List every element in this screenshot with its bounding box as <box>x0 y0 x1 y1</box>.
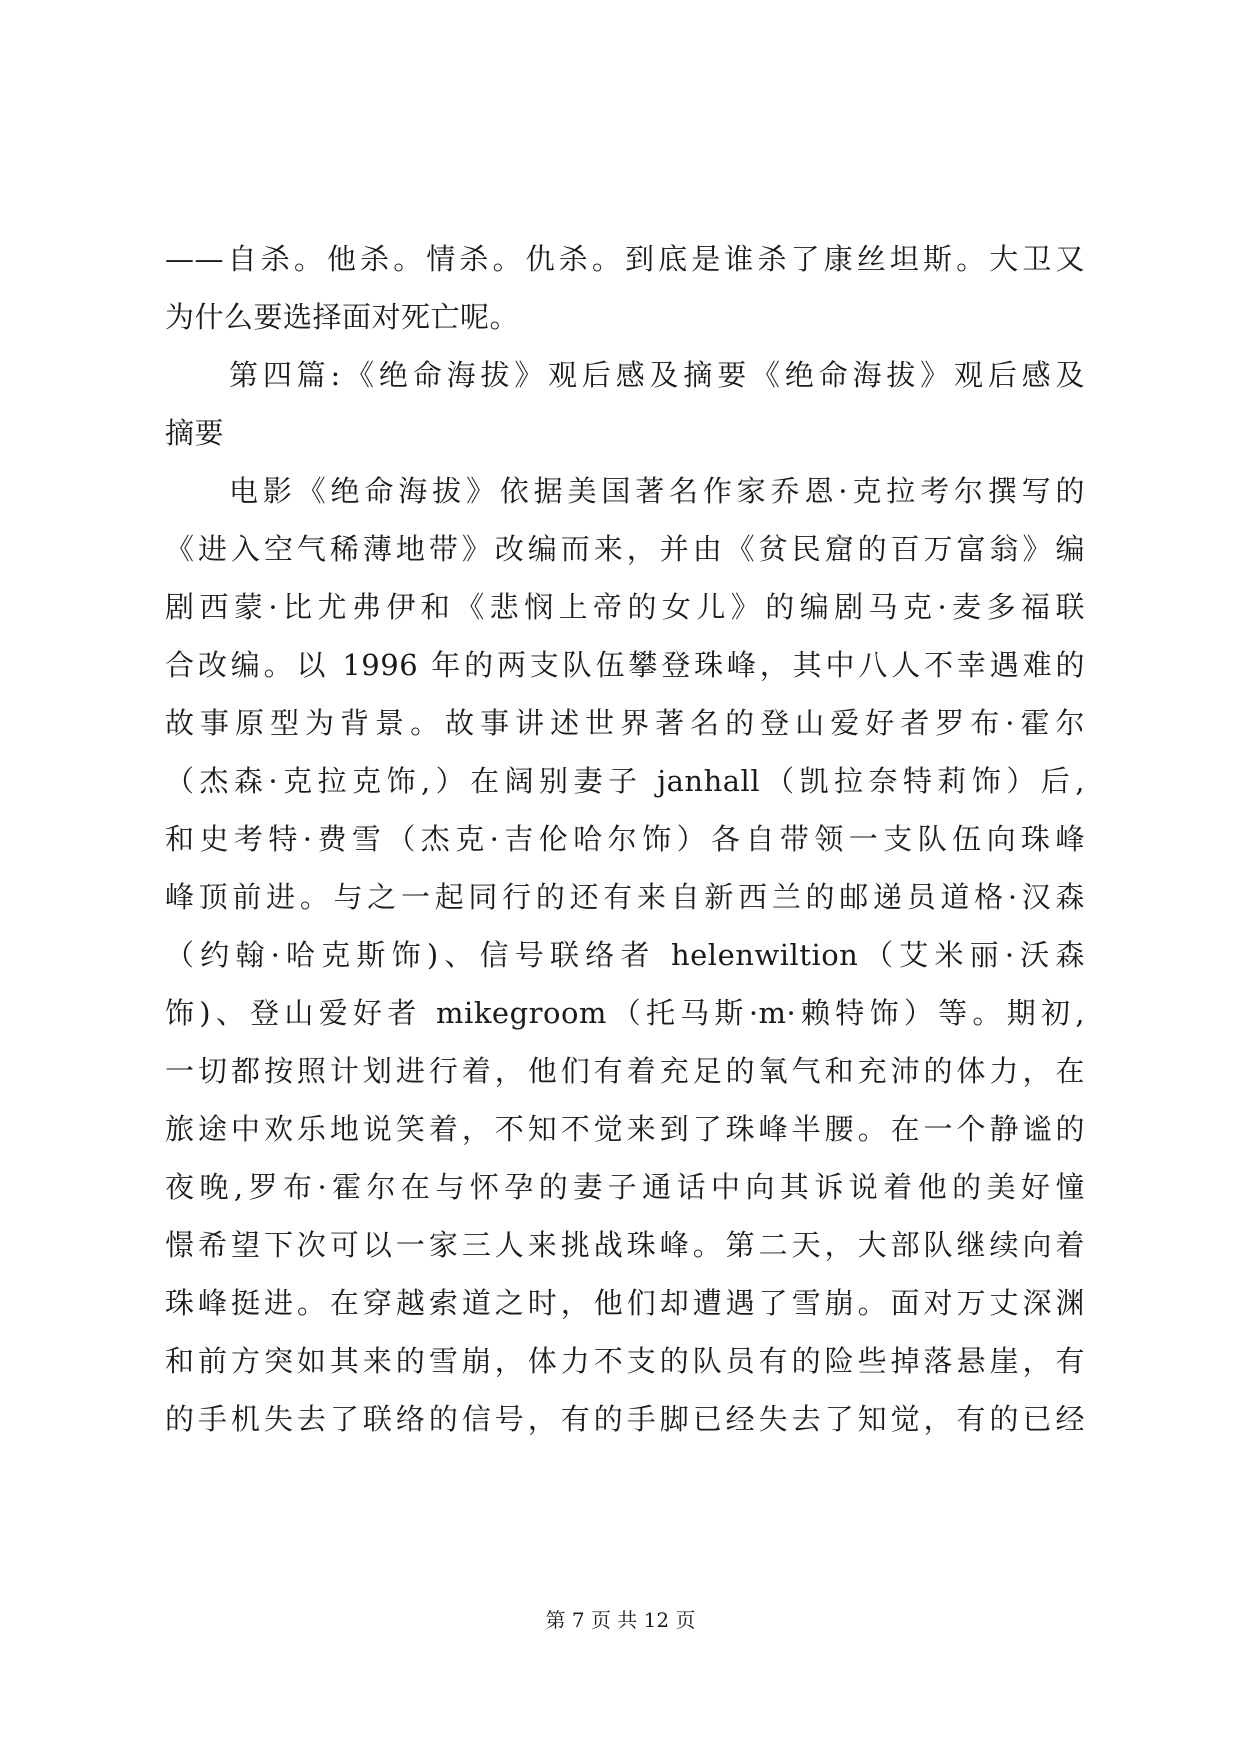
section-heading-cont: 摘要 <box>165 416 225 450</box>
text-line: 憬希望下次可以一家三人来挑战珠峰。第二天，大部队继续向着 <box>165 1228 1085 1262</box>
text-line: （杰森·克拉克饰,）在阔别妻子 janhall（凯拉奈特莉饰）后, <box>165 764 1085 798</box>
body-text <box>165 230 1085 1448</box>
text-line: 珠峰挺进。在穿越索道之时，他们却遭遇了雪崩。面对万丈深渊 <box>165 1286 1085 1320</box>
text-line: 夜晚,罗布·霍尔在与怀孕的妻子通话中向其诉说着他的美好憧 <box>165 1170 1085 1204</box>
text-line: （约翰·哈克斯饰)、信号联络者 helenwiltion（艾米丽·沃森 <box>165 938 1085 972</box>
text-line: 合改编。以 1996 年的两支队伍攀登珠峰，其中八人不幸遇难的 <box>165 648 1085 682</box>
text-line: 的手机失去了联络的信号，有的手脚已经失去了知觉，有的已经 <box>165 1402 1085 1436</box>
text-line: 一切都按照计划进行着，他们有着充足的氧气和充沛的体力，在 <box>165 1054 1085 1088</box>
text-line: 故事原型为背景。故事讲述世界著名的登山爱好者罗布·霍尔 <box>165 706 1085 740</box>
section-heading: 第四篇:《绝命海拔》观后感及摘要《绝命海拔》观后感及 <box>229 358 1085 392</box>
text-line: 为什么要选择面对死亡呢。 <box>165 300 520 334</box>
text-line: 剧西蒙·比尤弗伊和《悲悯上帝的女儿》的编剧马克·麦多福联 <box>165 590 1085 624</box>
text-line: 《进入空气稀薄地带》改编而来，并由《贫民窟的百万富翁》编 <box>165 532 1085 566</box>
text-line: 峰顶前进。与之一起同行的还有来自新西兰的邮递员道格·汉森 <box>165 880 1085 914</box>
text-line: ——自杀。他杀。情杀。仇杀。到底是谁杀了康丝坦斯。大卫又 <box>165 242 1085 276</box>
text-line: 和前方突如其来的雪崩，体力不支的队员有的险些掉落悬崖，有 <box>165 1344 1085 1378</box>
text-line: 饰)、登山爱好者 mikegroom（托马斯·m·赖特饰）等。期初, <box>165 996 1085 1030</box>
text-line: 电影《绝命海拔》依据美国著名作家乔恩·克拉考尔撰写的 <box>229 474 1085 508</box>
page-number-footer: 第 7 页 共 12 页 <box>545 1608 696 1632</box>
text-line: 和史考特·费雪（杰克·吉伦哈尔饰）各自带领一支队伍向珠峰 <box>165 822 1085 856</box>
text-line: 旅途中欢乐地说笑着，不知不觉来到了珠峰半腰。在一个静谧的 <box>165 1112 1085 1146</box>
